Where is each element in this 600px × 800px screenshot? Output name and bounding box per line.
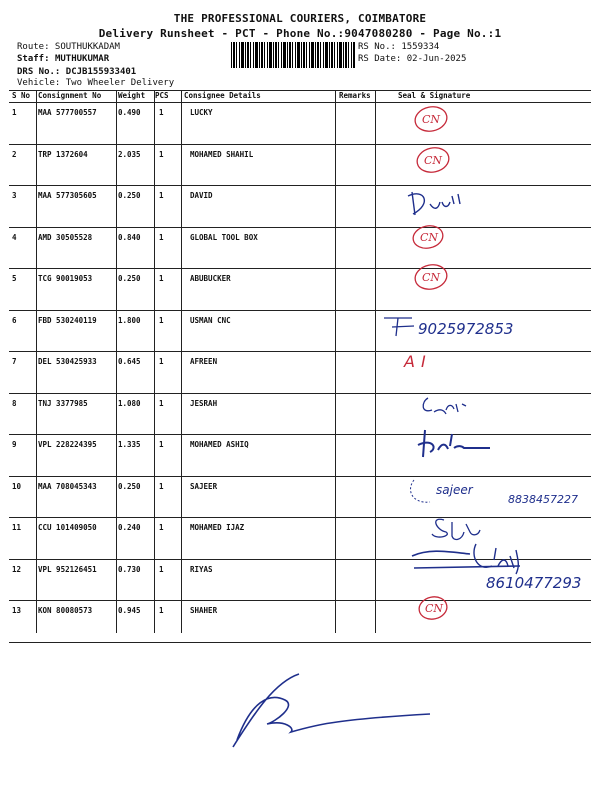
rs-number: RS No.: 1559334 (358, 42, 440, 52)
handwritten-signature (423, 398, 466, 414)
cell-pcs: 1 (159, 232, 164, 242)
delivery-seal (413, 262, 449, 292)
cell-sno: 8 (12, 398, 17, 408)
cell-sno: 1 (12, 108, 17, 117)
handwritten-signature (432, 519, 480, 539)
cell-consignee: JESRAH (190, 398, 218, 408)
drs-label: DRS No.: (17, 67, 61, 77)
drs-number: DCJB155933401 (65, 67, 137, 77)
cell-consignment: DEL 530425933 (38, 357, 97, 366)
column-header-weight: Weight (118, 91, 146, 100)
column-header-consignment: Consignment No (38, 91, 102, 100)
route-label: Route: SOUTHUKKADAM (17, 42, 120, 52)
cell-consignee: AFREEN (190, 357, 218, 366)
cell-pcs: 1 (159, 274, 164, 283)
cell-sno: 12 (12, 564, 22, 574)
cell-consignee: RIYAS (190, 564, 213, 574)
cell-pcs: 1 (159, 357, 164, 366)
column-header-consignee: Consignee Details (184, 91, 261, 100)
vehicle-label: Vehicle: Two Wheeler Delivery (17, 78, 175, 88)
column-header-seal: Seal & Signature (398, 91, 471, 100)
svg-text:CN: CN (422, 271, 441, 284)
rs-date: RS Date: 02-Jun-2025 (358, 54, 467, 64)
delivery-seal (413, 104, 449, 134)
cell-sno: 7 (12, 357, 17, 366)
cell-consignee: GLOBAL TOOL BOX (190, 232, 258, 242)
svg-text:CN: CN (424, 154, 443, 167)
cell-sno: 6 (12, 315, 17, 325)
cell-pcs: 1 (159, 315, 164, 325)
svg-text:CN: CN (425, 602, 444, 615)
cell-weight: 0.945 (118, 606, 141, 615)
cell-pcs: 1 (159, 191, 164, 200)
cell-consignment: TCG 90019053 (38, 274, 93, 283)
handwritten-mark (411, 480, 430, 502)
cell-weight: 2.035 (118, 149, 141, 159)
delivery-seal (417, 594, 449, 621)
cell-sno: 9 (12, 440, 17, 449)
cell-consignment: CCU 101409050 (38, 523, 97, 532)
column-header-sno: S No (12, 91, 31, 100)
cell-sno: 3 (12, 191, 17, 200)
cell-consignee: MOHAMED IJAZ (190, 523, 245, 532)
handwritten-mark (384, 318, 414, 336)
svg-text:CN: CN (420, 231, 439, 244)
cell-weight: 0.490 (118, 108, 141, 117)
cell-consignee: MOHAMED SHAHIL (190, 149, 254, 159)
column-header-pcs: PCS (155, 91, 169, 100)
cell-consignee: LUCKY (190, 108, 213, 117)
cell-consignee: DAVID (190, 191, 213, 200)
handwritten-phone: 9025972853 (418, 320, 514, 338)
cell-sno: 13 (12, 606, 22, 615)
cell-consignment: FBD 530240119 (38, 315, 97, 325)
cell-consignment: MAA 577305605 (38, 191, 97, 200)
cell-pcs: 1 (159, 606, 164, 615)
cell-pcs: 1 (159, 481, 164, 491)
cell-consignment: TNJ 3377985 (38, 398, 88, 408)
document-title: THE PROFESSIONAL COURIERS, COIMBATORE (173, 12, 427, 25)
cell-sno: 2 (12, 149, 17, 159)
cell-pcs: 1 (159, 564, 164, 574)
cell-weight: 1.080 (118, 398, 141, 408)
column-header-remarks: Remarks (339, 91, 371, 100)
cell-pcs: 1 (159, 523, 164, 532)
svg-text:CN: CN (422, 113, 441, 126)
cell-weight: 0.240 (118, 523, 141, 532)
cell-pcs: 1 (159, 149, 164, 159)
cell-pcs: 1 (159, 108, 164, 117)
cell-consignee: ABUBUCKER (190, 274, 231, 283)
cell-consignee: USMAN CNC (190, 315, 231, 325)
cell-weight: 0.250 (118, 274, 141, 283)
cell-sno: 11 (12, 523, 22, 532)
handwritten-signature (408, 192, 460, 215)
staff-label: Staff: (17, 54, 50, 64)
cell-weight: 0.730 (118, 564, 141, 574)
delivery-seal (415, 145, 451, 175)
cell-consignment: VPL 228224395 (38, 440, 97, 449)
staff-name: MUTHUKUMAR (54, 54, 110, 64)
cell-weight: 0.840 (118, 232, 141, 242)
cell-consignment: TRP 1372604 (38, 149, 88, 159)
cell-weight: 0.645 (118, 357, 141, 366)
cell-consignment: AMD 30505528 (38, 232, 93, 242)
handwritten-initials: AI (404, 352, 432, 371)
page-bottom-edge (0, 796, 600, 800)
handwritten-name: sajeer (436, 483, 473, 497)
cell-pcs: 1 (159, 398, 164, 408)
cell-consignee: MOHAMED ASHIQ (190, 440, 249, 449)
cell-weight: 0.250 (118, 191, 141, 200)
document-subtitle: Delivery Runsheet - PCT - Phone No.:9047080280 - Page No.:1 (98, 27, 502, 40)
handwritten-signature (418, 430, 490, 457)
cell-consignment: MAA 577700557 (38, 108, 97, 117)
delivery-seal (411, 223, 445, 251)
cell-sno: 10 (12, 481, 22, 491)
handwritten-signature (474, 544, 518, 574)
cell-consignee: SHAHER (190, 606, 218, 615)
cell-consignment: KON 80080573 (38, 606, 93, 615)
cell-weight: 0.250 (118, 481, 141, 491)
cell-consignee: SAJEER (190, 481, 218, 491)
cell-consignment: MAA 708045343 (38, 481, 97, 491)
handwritten-phone: 8838457227 (508, 493, 578, 506)
cell-consignment: VPL 952126451 (38, 564, 97, 574)
cell-weight: 1.800 (118, 315, 141, 325)
footer-signature (225, 672, 435, 762)
cell-sno: 5 (12, 274, 17, 283)
cell-sno: 4 (12, 232, 17, 242)
handwritten-phone: 8610477293 (486, 574, 582, 592)
cell-pcs: 1 (159, 440, 164, 449)
cell-weight: 1.335 (118, 440, 141, 449)
